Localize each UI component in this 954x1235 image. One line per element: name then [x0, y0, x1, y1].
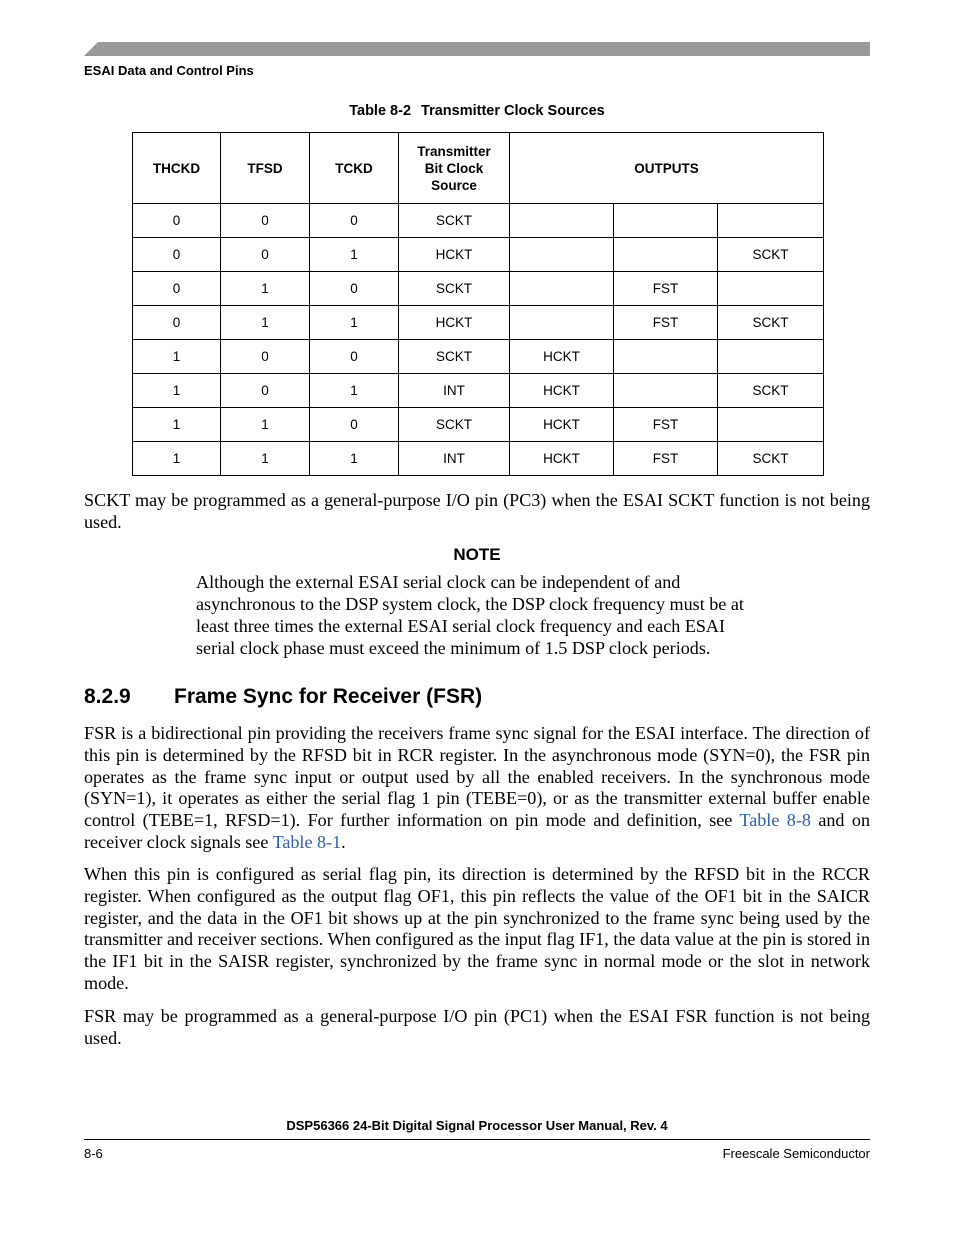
- note-line: least three times the external ESAI serial clock frequency and each ESAI: [196, 616, 726, 636]
- table-cell: FST: [614, 272, 718, 306]
- table-cell: HCKT: [510, 340, 614, 374]
- table-body: [133, 204, 824, 476]
- note-line: serial clock phase must exceed the minimum of 1.5 DSP clock periods.: [196, 638, 711, 658]
- transmitter-clock-table: [132, 132, 824, 476]
- table-cell: SCKT: [718, 374, 824, 408]
- column-header: OUTPUTS: [510, 133, 824, 204]
- table-row: [133, 272, 824, 306]
- table-cell: 1: [133, 408, 221, 442]
- page-number: 8-6: [84, 1146, 103, 1161]
- running-header: ESAI Data and Control Pins: [84, 63, 254, 78]
- table-cell: SCKT: [399, 340, 510, 374]
- note-line: Although the external ESAI serial clock can be independent of and: [196, 572, 681, 592]
- table-cell: [510, 238, 614, 272]
- table-cell: 1: [221, 272, 310, 306]
- table-cell: 0: [221, 204, 310, 238]
- note-title: NOTE: [453, 545, 501, 564]
- table-row: [133, 204, 824, 238]
- table-cell: [510, 204, 614, 238]
- table-cell: FST: [614, 306, 718, 340]
- table-cell: 0: [221, 340, 310, 374]
- table-row: [133, 340, 824, 374]
- fsr-text: FSR is a bidirectional pin providing the receivers frame sync signal for the ESAI interface. The direction of this pin is determined by the RFSD bit in RCR register. In the asynchronous mode (SYN=0), the FSR pin operates as the frame sync input or output used by all the enabled receivers. In the synchronous mode (SYN=1), it operates as either the serial flag 1 pin (TEBE=0), or as the transmitter external buffer enable control (TEBE=1, RFSD=1). For further information on pin mode and definition, see: [84, 723, 870, 831]
- table-cell: HCKT: [399, 306, 510, 340]
- table-cell: 0: [133, 238, 221, 272]
- column-header: TCKD: [310, 133, 399, 204]
- table-cell: 1: [310, 374, 399, 408]
- table-cell: 1: [310, 442, 399, 476]
- table-cell: 0: [310, 204, 399, 238]
- table-cell: [718, 272, 824, 306]
- table-row: [133, 408, 824, 442]
- fsr-text: and on receiver clock signals see: [84, 810, 870, 852]
- table-cell: 0: [221, 374, 310, 408]
- table-row: [133, 238, 824, 272]
- note-line: asynchronous to the DSP system clock, the DSP clock frequency must be at: [196, 594, 744, 614]
- table-cell: 1: [133, 340, 221, 374]
- table-cell: 1: [221, 306, 310, 340]
- table-cell: [614, 204, 718, 238]
- table-header-row: [133, 133, 824, 204]
- section-title: Frame Sync for Receiver (FSR): [174, 685, 483, 708]
- footer-company: Freescale Semiconductor: [722, 1146, 870, 1161]
- table-cell: HCKT: [510, 442, 614, 476]
- table-cell: [718, 408, 824, 442]
- table-cell: INT: [399, 442, 510, 476]
- footer-title: DSP56366 24-Bit Digital Signal Processor User Manual, Rev. 4: [286, 1118, 668, 1133]
- table-caption-title: Transmitter Clock Sources: [421, 103, 605, 119]
- footer-divider: [84, 1139, 870, 1140]
- note-body: [196, 571, 776, 659]
- table-cell: 0: [310, 340, 399, 374]
- table-row: [133, 374, 824, 408]
- fsr-paragraph-3: FSR may be programmed as a general-purpose I/O pin (PC1) when the ESAI FSR function is not being used.: [84, 1006, 870, 1048]
- table-cell: HCKT: [510, 408, 614, 442]
- table-cell: 1: [133, 442, 221, 476]
- table-cell: FST: [614, 442, 718, 476]
- section-number: 8.2.9: [84, 685, 131, 708]
- column-header: THCKD: [133, 133, 221, 204]
- table-8-8-link[interactable]: Table 8-8: [739, 810, 811, 831]
- table-cell: 0: [133, 272, 221, 306]
- table-cell: [614, 340, 718, 374]
- column-header: Transmitter Bit Clock Source: [399, 133, 510, 204]
- column-header: TFSD: [221, 133, 310, 204]
- table-cell: SCKT: [718, 442, 824, 476]
- fsr-text: .: [341, 831, 346, 852]
- table-cell: SCKT: [718, 238, 824, 272]
- table-cell: [614, 374, 718, 408]
- table-cell: 1: [221, 408, 310, 442]
- table-cell: SCKT: [399, 272, 510, 306]
- table-caption-number: Table 8-2: [349, 103, 412, 119]
- table-cell: [510, 306, 614, 340]
- table-caption: [0, 103, 954, 119]
- table-cell: 1: [310, 306, 399, 340]
- table-cell: 1: [133, 374, 221, 408]
- header-bar: [84, 42, 870, 56]
- table-cell: HCKT: [510, 374, 614, 408]
- table-cell: 0: [310, 272, 399, 306]
- table-cell: INT: [399, 374, 510, 408]
- table-cell: 0: [133, 204, 221, 238]
- table-cell: SCKT: [399, 204, 510, 238]
- table-cell: [510, 272, 614, 306]
- table-cell: 0: [133, 306, 221, 340]
- table-cell: [718, 340, 824, 374]
- section-heading: [84, 685, 482, 709]
- table-cell: 0: [221, 238, 310, 272]
- table-cell: [614, 238, 718, 272]
- table-cell: HCKT: [399, 238, 510, 272]
- table-cell: 0: [310, 408, 399, 442]
- sckt-paragraph: SCKT may be programmed as a general-purpose I/O pin (PC3) when the ESAI SCKT function is not being used.: [84, 490, 870, 532]
- table-cell: SCKT: [399, 408, 510, 442]
- table-cell: SCKT: [718, 306, 824, 340]
- table-cell: [718, 204, 824, 238]
- fsr-paragraph-1: [84, 723, 870, 854]
- table-row: [133, 442, 824, 476]
- table-cell: 1: [310, 238, 399, 272]
- table-cell: 1: [221, 442, 310, 476]
- table-8-1-link[interactable]: Table 8-1: [272, 831, 342, 852]
- table-cell: FST: [614, 408, 718, 442]
- fsr-paragraph-2: When this pin is configured as serial flag pin, its direction is determined by the RFSD bit in the RCCR register. When configured as the output flag OF1, this pin reflects the value of the OF1 bit in the SAICR register, and the data in the OF1 bit shows up at the pin synchronized to the frame sync being used by the transmitter and receiver sections. When configured as the input flag IF1, the data value at the pin is stored in the IF1 bit in the SAISR register, synchronized by the frame sync in normal mode or the slot in network mode.: [84, 864, 870, 993]
- table-row: [133, 306, 824, 340]
